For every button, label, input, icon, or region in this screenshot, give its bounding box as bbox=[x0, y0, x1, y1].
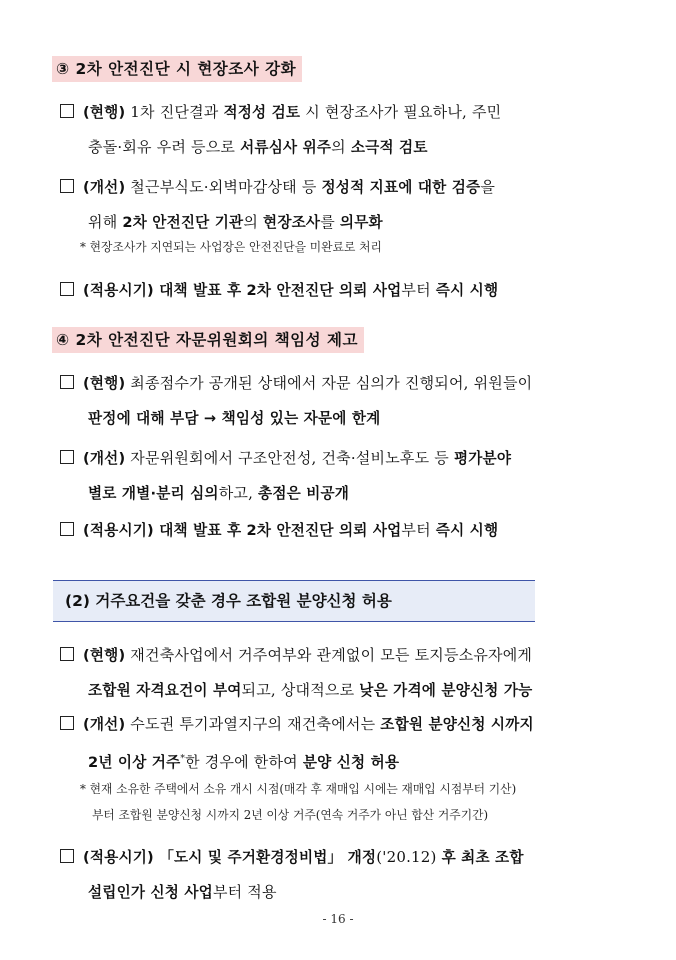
paragraph-current-3: (현행) 재건축사업에서 거주여부와 관계없이 모든 토지등소유자에게 조합원 자격요건이 부여되고, 상대적으로 낮은 가격에 분양신청 가능 bbox=[60, 638, 630, 708]
paragraph-timing-1: (적용시기) 대책 발표 후 2차 안전진단 의뢰 사업부터 즉시 시행 bbox=[60, 273, 630, 308]
paragraph-improvement-2: (개선) 자문위원회에서 구조안전성, 건축·설비노후도 등 평가분야 별로 개별·분리 심의하고, 총점은 비공개 bbox=[60, 441, 630, 511]
checkbox-square-icon bbox=[60, 716, 74, 730]
page-number: - 16 - bbox=[322, 912, 354, 926]
heading-4: ④ 2차 안전진단 자문위원회의 책임성 제고 bbox=[52, 327, 364, 353]
paragraph-current-1: (현행) 1차 진단결과 적정성 검토 시 현장조사가 필요하나, 주민 충돌·회유 우려 등으로 서류심사 위주의 소극적 검토 bbox=[60, 95, 630, 165]
section-title: (2) 거주요건을 갖춘 경우 조합원 분양신청 허용 bbox=[65, 592, 392, 610]
checkbox-square-icon bbox=[60, 282, 74, 296]
paragraph-current-2: (현행) 최종점수가 공개된 상태에서 자문 심의가 진행되어, 위원들이 판정에 대해 부담 → 책임성 있는 자문에 한계 bbox=[60, 366, 630, 436]
checkbox-square-icon bbox=[60, 522, 74, 536]
paragraph-timing-3: (적용시기) 「도시 및 주거환경정비법」 개정('20.12) 후 최초 조합 설립인가 신청 사업부터 적용 bbox=[60, 840, 630, 910]
heading-3: ③ 2차 안전진단 시 현장조사 강화 bbox=[52, 56, 302, 82]
checkbox-square-icon bbox=[60, 104, 74, 118]
paragraph-improvement-1: (개선) 철근부식도·외벽마감상태 등 정성적 지표에 대한 검증을 위해 2차 안전진단 기관의 현장조사를 의무화 bbox=[60, 170, 630, 240]
section-title-box bbox=[53, 580, 535, 622]
checkbox-square-icon bbox=[60, 849, 74, 863]
paragraph-timing-2: (적용시기) 대책 발표 후 2차 안전진단 의뢰 사업부터 즉시 시행 bbox=[60, 513, 630, 548]
footnote-2: * 현재 소유한 주택에서 소유 개시 시점(매각 후 재매입 시에는 재매입 시점부터 기산) 부터 조합원 분양신청 시까지 2년 이상 거주(연속 거주가 아닌 합산 거주기간) bbox=[80, 782, 517, 822]
paragraph-improvement-3: (개선) 수도권 투기과열지구의 재건축에서는 조합원 분양신청 시까지 2년 이상 거주*한 경우에 한하여 분양 신청 허용 bbox=[60, 707, 630, 780]
checkbox-square-icon bbox=[60, 179, 74, 193]
checkbox-square-icon bbox=[60, 375, 74, 389]
checkbox-square-icon bbox=[60, 450, 74, 464]
footnote-1: * 현장조사가 지연되는 사업장은 안전진단을 미완료로 처리 bbox=[80, 240, 382, 254]
checkbox-square-icon bbox=[60, 647, 74, 661]
